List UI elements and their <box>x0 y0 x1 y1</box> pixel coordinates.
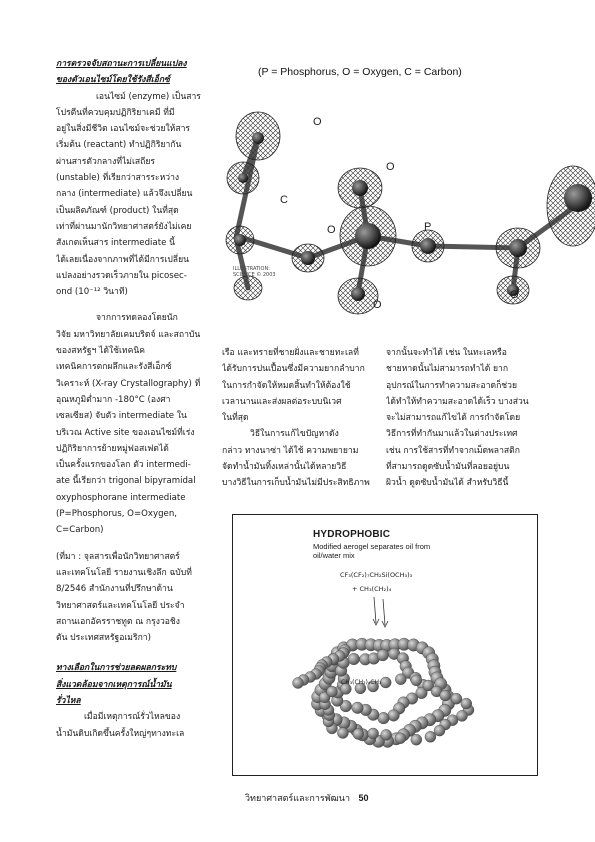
oil-molecule-label: CH₃(CH₂)₄CH₃ <box>341 679 382 686</box>
chemical-formula: CF₃(CF₂)₇CH₂Si(OCH₃)₃ <box>340 571 413 579</box>
text-line: เรือ และทรายที่ชายฝั่งและชายทะเลที่ <box>222 348 359 358</box>
text-line: ผิวน้ำ ดูดซับน้ำมันได้ สำหรับวิธีนี้ <box>386 478 509 489</box>
text-line: ปฏิกิริยาการย้ายหมู่ฟอสเฟตได้ <box>56 443 169 454</box>
text-line: C=Carbon) <box>56 525 104 536</box>
text-line: จากการทดลองโดยนัก <box>96 313 178 324</box>
aerogel-bead <box>353 729 364 740</box>
aerogel-bead <box>461 698 472 709</box>
middle-column <box>222 345 372 492</box>
aerogel-bead <box>411 734 422 745</box>
text-line: โปรตีนที่ควบคุมปฏิกิริยาเคมี ที่มี <box>56 107 175 118</box>
text-line: สังเกตเห็นสาร intermediate นี้ <box>56 238 175 249</box>
text-line: เช่น การใช้สารที่ทำจากเม็ดพลาสติก <box>386 445 520 456</box>
atom-label-o2: O <box>327 224 336 236</box>
text-line: เป็นผลิตภัณฑ์ (product) ในที่สุด <box>56 205 179 216</box>
text-line: (ที่มา : จุลสารเพื่อนักวิทยาศาสตร์ <box>56 551 180 562</box>
text-line: ตัน ประเทศสหรัฐอเมริกา) <box>56 633 151 644</box>
text-line: (unstable) ที่เรียกว่าสารระหว่าง <box>56 173 180 184</box>
text-line: เริ่มต้น (reactant) ทำปฏิกิริยากัน <box>56 140 182 151</box>
text-line: เซลเซียส) จับตัว intermediate ใน <box>56 411 187 422</box>
section-heading-2c: รั่วไหล <box>56 695 81 706</box>
aerogel-bead <box>395 674 406 685</box>
spacer <box>56 646 204 660</box>
text-line: ผ่านสารตัวกลางที่ไม่เสถียร <box>56 156 156 167</box>
text-line: ond (10⁻¹² วินาที) <box>56 287 128 298</box>
text-line: วิธีการที่ทำกันมาแล้วในต่างประเทศ <box>386 429 518 440</box>
section-heading-2b: สิ่งแวดล้อมจากเหตุการณ์น้ำมัน <box>56 679 172 690</box>
text-line: ชายหาดนั้นไม่สามารถทำได้ ยาก <box>386 364 509 375</box>
aerogel-bead <box>381 729 392 740</box>
text-line: เท่าที่ผ่านมานักวิทยาศาสตร์ยังไม่เคย <box>56 221 192 232</box>
aerogel-bead <box>380 677 391 688</box>
text-line: เทคนิคการตกผลึกและรังสีเอ็กซ์ <box>56 362 172 373</box>
text-line: ได้ทำให้ทำความสะอาดได้เร็ว บางส่วน <box>386 396 529 407</box>
atom-label-o4: O <box>510 289 519 301</box>
paragraph-enzyme <box>56 89 204 301</box>
atom-labels <box>280 116 519 311</box>
text-line: ในที่สุด <box>222 413 249 424</box>
aerogel-bead <box>411 675 422 686</box>
text-line: อยู่ในสิ่งมีชีวิต เอนไซม์จะช่วยให้สาร <box>56 124 191 135</box>
figure-subtitle: Modified aerogel separates oil from oil/water mix <box>313 542 431 560</box>
text-line: วิเคราะห์ (X-ray Crystallography) ที่ <box>56 378 201 389</box>
text-line: บางวิธีในการเก็บน้ำมันไม่มีประสิทธิภาพ <box>222 478 370 489</box>
aerogel-bead <box>434 725 445 736</box>
text-line: จะไม่สามารถแก้ไขได้ การกำจัดโดย <box>386 413 521 424</box>
aerogel-bead <box>337 728 348 739</box>
text-line: ในการกำจัดให้หมดสิ้นทำให้ต้องใช้ <box>222 380 351 391</box>
text-line: ate นี้เรียกว่า trigonal bipyramidal <box>56 476 196 487</box>
text-line: ได้เลยเนื่องจากภาพที่ได้มีการเปลี่ยน <box>56 254 189 265</box>
text-line: กลาง (intermediate) แล้วจึงเปลี่ยน <box>56 189 193 200</box>
aerogel-bead <box>440 690 451 701</box>
section-heading-1b: ของตัวเอนไซม์โดยใช้รังสีเอ็กซ์ <box>56 75 170 86</box>
aerogel-bead <box>395 733 406 744</box>
figure-credit: ILLUSTRATION: SCIENCE © 2003 <box>233 266 276 278</box>
text-line: ที่สามารถดูดซับน้ำมันที่ลอยอยู่บน <box>386 462 510 473</box>
aerogel-bead <box>293 678 304 689</box>
aerogel-bead <box>348 653 360 665</box>
paragraph-oil-spill <box>56 709 204 742</box>
text-line: เป็นครั้งแรกของโลก ตัว intermedi- <box>56 460 191 471</box>
aerogel-figure <box>232 514 538 776</box>
text-line: จากนั้นจะทำได้ เช่น ในทะเลหรือ <box>386 348 507 358</box>
aerogel-bead <box>352 702 364 714</box>
paragraph-middle <box>222 345 372 492</box>
text-line: วิธีในการแก้ไขปัญหาดัง <box>250 429 339 440</box>
right-column <box>386 345 536 492</box>
molecule-figure <box>218 58 595 320</box>
paragraph-xray <box>56 310 204 538</box>
paragraph-right <box>386 345 536 492</box>
aerogel-bead <box>451 693 462 704</box>
text-line: ได้รับการปนเปื้อนซึ่งมีความยากลำบาก <box>222 364 365 375</box>
atom-label-p: P <box>424 221 432 233</box>
paragraph-source <box>56 549 204 647</box>
section-heading-2a: ทางเลือกในการช่วยลดผลกระทบ <box>56 663 177 674</box>
text-line: 8/2546 สำนักงานที่ปรึกษาด้าน <box>56 584 173 595</box>
molecule-illustration <box>218 58 595 320</box>
text-line: และเทคโนโลยี รายงานเชิงลึก ฉบับที่ <box>56 567 192 578</box>
chemical-formula-2: + CH₃(CH₂)₄ <box>352 585 392 593</box>
journal-name: วิทยาศาสตร์และการพัฒนา <box>245 793 351 803</box>
text-line: กล่าว ทางนาซ่า ได้ใช้ ความพยายาม <box>222 445 359 456</box>
figure-title: HYDROPHOBIC <box>313 529 391 540</box>
atom-label-o3: O <box>373 299 382 311</box>
text-line: น้ำมันดิบเกิดขึ้นครั้งใหญ่ๆทางทะเล <box>56 728 185 739</box>
spacer <box>56 539 204 549</box>
aerogel-bead <box>377 649 389 661</box>
text-line: สถานเอกอัครราชทูต ณ กรุงวอชิง <box>56 616 180 627</box>
aerogel-bead <box>368 728 379 739</box>
aerogel-bead <box>388 710 400 722</box>
text-line: (P=Phosphorus, O=Oxygen, <box>56 509 178 520</box>
figure-caption: (P = Phosphorus, O = Oxygen, C = Carbon) <box>258 66 462 78</box>
text-line: อุปกรณ์ในการทำความสะอาดก็ช่วย <box>386 380 518 391</box>
section-heading-1a: การตรวจจับสถานะการเปลี่ยนแปลง <box>56 59 187 69</box>
aerogel-bead <box>327 686 338 697</box>
text-line: บริเวณ Active site ของเอนไซม์ที่เร่ง <box>56 427 195 438</box>
text-line: oxyphosphorane intermediate <box>56 492 186 503</box>
text-line: เวลานานและส่งผลต่อระบบนิเวศ <box>222 396 342 407</box>
text-line: จัดทำน้ำมันทิ้งเหล่านั้นได้หลายวิธี <box>222 462 347 473</box>
left-column <box>56 56 204 742</box>
text-line: วิทยาศาสตร์และเทคโนโลยี ประจำ <box>56 600 185 611</box>
aerogel-beads <box>293 638 475 747</box>
text-line: วิจัย มหาวิทยาลัยเคมบริดจ์ และสถาบัน <box>56 329 201 340</box>
aerogel-bead <box>425 731 436 742</box>
page-footer <box>245 791 369 805</box>
atom-label-c: C <box>280 194 288 206</box>
text-line: เมื่อมีเหตุการณ์รั่วไหลของ <box>84 712 181 723</box>
atom-label-o5: O <box>386 161 395 173</box>
atom-label-o1: O <box>313 116 322 128</box>
electron-density-mesh <box>226 112 595 314</box>
page-number: 50 <box>358 793 369 803</box>
text-line: อุณหภูมิต่ำมาก -180°C (องศา <box>56 394 171 405</box>
text-line: ของสหรัฐฯ ได้ใช้เทคนิค <box>56 346 145 357</box>
text-line: แปลงอย่างรวดเร็วภายใน picosec- <box>56 270 187 281</box>
text-line: เอนไซม์ (enzyme) เป็นสาร <box>96 91 201 102</box>
spacer <box>56 300 204 310</box>
arrows <box>373 597 388 627</box>
aerogel-bead <box>378 712 390 724</box>
